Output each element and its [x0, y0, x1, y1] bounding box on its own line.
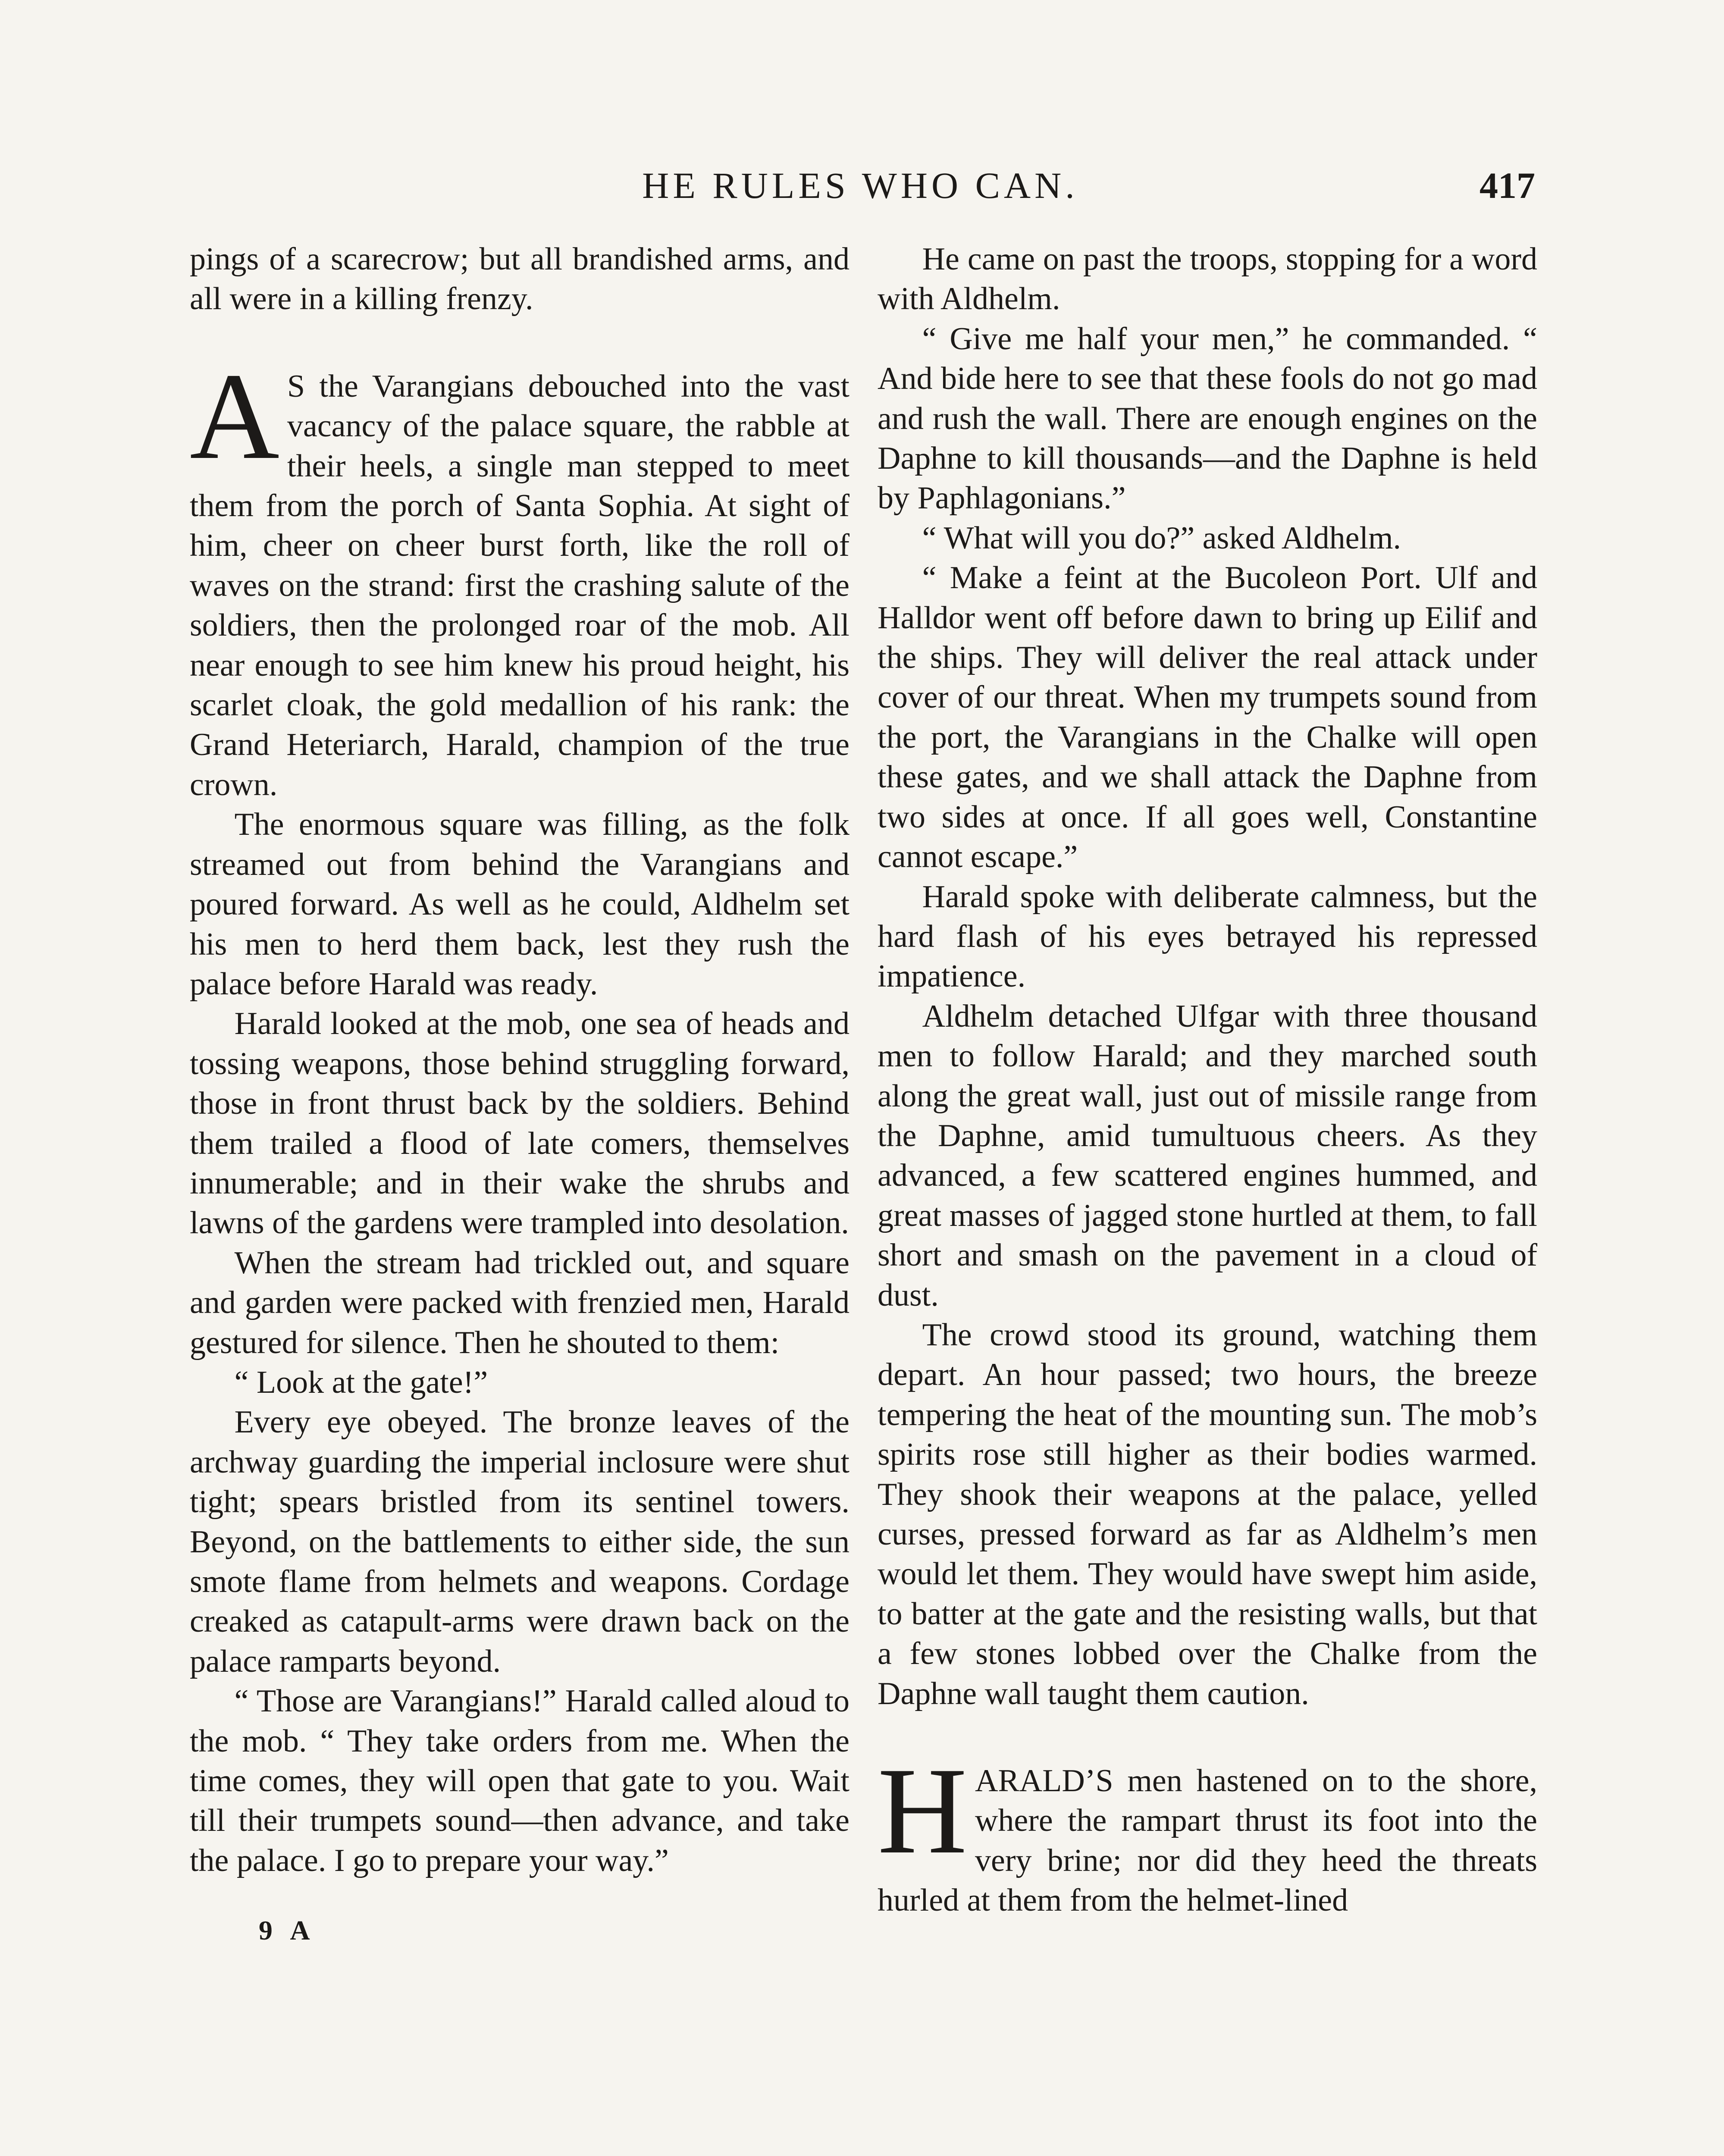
paragraph: “ Make a feint at the Bucoleon Port. Ulf and Halldor went off before dawn to bring up Eilif and the ships. They will deliver the real attack under cover of our threat. When my trumpets sound from the port, the Varangians in the Chalke will open these gates, and we shall attack the Daphne from two sides at once. If all goes well, Constantine cannot escape.” [878, 560, 1537, 875]
paragraph: When the stream had trickled out, and square and garden were packed with frenzied men, Harald gestured for silence. Then he shouted to them: [190, 1245, 849, 1360]
paragraph-text: ARALD’S men hastened on to the shore, where the rampart thrust its foot into the very brine; nor did they heed the threats hurled at them from the helmet-lined [878, 1763, 1537, 1918]
left-column [190, 239, 849, 1951]
right-column [878, 239, 1537, 1921]
running-title: HE RULES WHO CAN. [642, 165, 1078, 206]
paragraph: Harald looked at the mob, one sea of heads and tossing weapons, those behind struggling forward, those in front thrust back by the soldiers. Behind them trailed a flood of late comers, themselves innumerable; and in their wake the shrubs and lawns of the gardens were trampled into desolation. [190, 1006, 849, 1241]
paragraph: The crowd stood its ground, watching them depart. An hour passed; two hours, the breeze tempering the heat of the mounting sun. The mob’s spirits rose still higher as their bodies warmed. They shook their weapons at the palace, yelled curses, pressed forward as far as Aldhelm’s men would let them. They would have swept him aside, to batter at the gate and the resisting walls, but that a few stones lobbed over the Chalke from the Daphne wall taught them caution. [878, 1317, 1537, 1711]
paragraph: Every eye obeyed. The bronze leaves of the archway guarding the imperial inclosure were shut tight; spears bristled from its sentinel towers. Beyond, on the battlements to either side, the sun smote flame from helmets and weapons. Cordage creaked as catapult-arms were drawn back on the palace ramparts beyond. [190, 1404, 849, 1679]
paragraph: He came on past the troops, stopping for a word with Aldhelm. [878, 241, 1537, 317]
page-number: 417 [1480, 165, 1535, 206]
drop-cap: A [190, 347, 279, 485]
drop-cap: H [878, 1742, 967, 1880]
paragraph: “ Give me half your men,” he commanded. “ And bide here to see that these fools do not go mad and rush the wall. There are enough engines on the Daphne to kill thousands—and the Daphne is held by Paphlagonians.” [878, 321, 1537, 516]
paragraph-text: S the Varangians debouched into the vast vacancy of the palace square, the rabble at their heels, a single man stepped to meet them from the porch of Santa Sophia. At sight of him, cheer on cheer burst forth, like the roll of waves on the strand: first the crashing salute of the soldiers, then the prolonged roar of the mob. All near enough to see him knew his proud height, his scarlet cloak, the gold medallion of his rank: the Grand Heteriarch, Harald, champion of the true crown. [190, 368, 849, 802]
paragraph-with-dropcap [878, 1742, 1537, 1921]
paragraph: Harald spoke with deliberate calmness, but the hard flash of his eyes betrayed his repressed impatience. [878, 879, 1537, 994]
paragraph-with-dropcap [190, 347, 849, 805]
paragraph: “ Look at the gate!” [234, 1364, 488, 1400]
paragraph: The enormous square was filling, as the folk streamed out from behind the Varangians and poured forward. As well as he could, Aldhelm set his men to herd them back, lest they rush the palace before Harald was ready. [190, 807, 849, 1002]
signature-mark: 9 A [259, 1915, 316, 1946]
paragraph: Aldhelm detached Ulfgar with three thousand men to follow Harald; and they marched south along the great wall, just out of missile range from the Daphne, amid tumultuous cheers. As they advanced, a few scattered engines hummed, and great masses of jagged stone hurtled at them, to fall short and smash on the pavement in a cloud of dust. [878, 998, 1537, 1313]
paragraph: pings of a scarecrow; but all brandished arms, and all were in a killing frenzy. [190, 241, 849, 317]
paragraph: “ Those are Varangians!” Harald called aloud to the mob. “ They take orders from me. When the time comes, they will open that gate to you. Wait till their trumpets sound—then advance, and take the palace. I go to prepare your way.” [190, 1683, 849, 1878]
page-header [185, 164, 1535, 224]
paragraph: “ What will you do?” asked Aldhelm. [922, 520, 1401, 556]
